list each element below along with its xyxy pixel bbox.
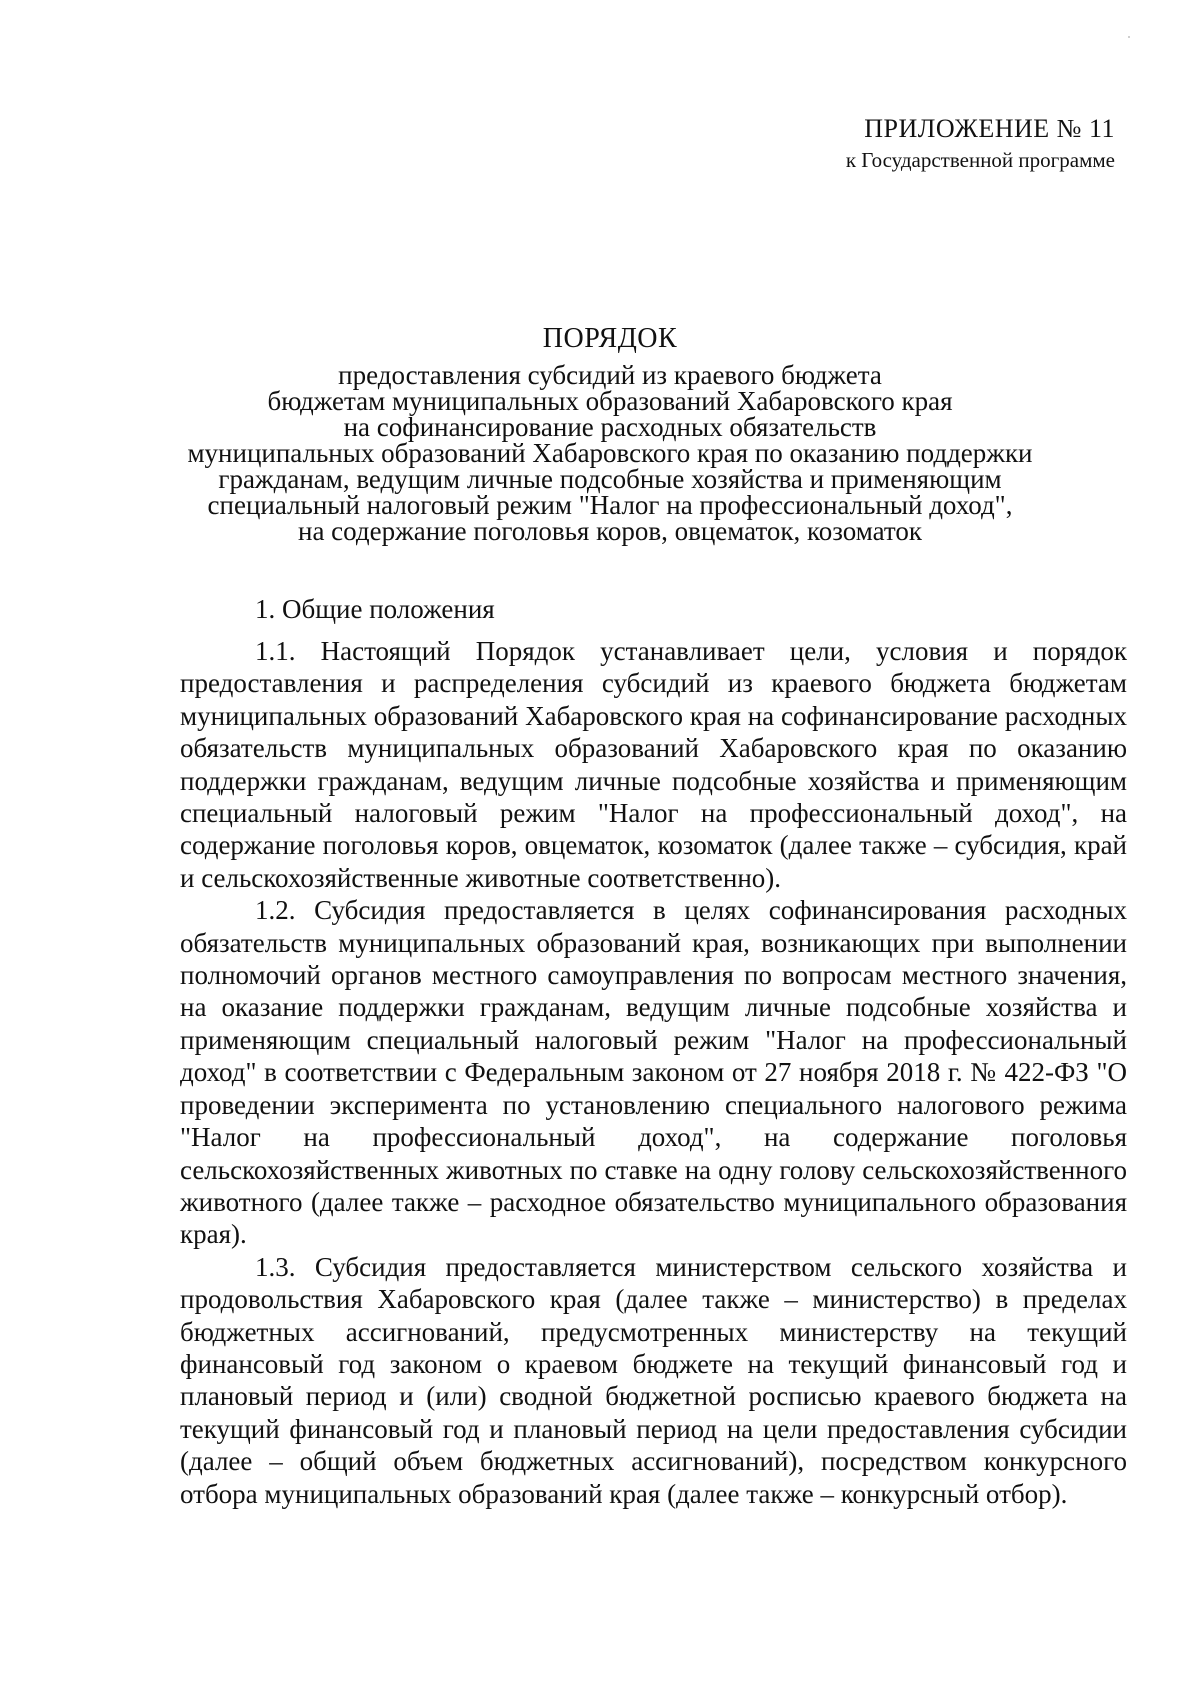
subtitle-line: муниципальных образований Хабаровского края по оказанию поддержки bbox=[187, 438, 1033, 468]
subtitle-line: на софинансирование расходных обязательств bbox=[343, 412, 877, 442]
document-subtitle bbox=[150, 362, 1070, 544]
paragraph-1-3: 1.3. Субсидия предоставляется министерством сельского хозяйства и продовольствия Хабаровского края (далее также – министерство) в пределах бюджетных ассигнований, предусмотренных министерству на текущий финансовый год законом о краевом бюджете на текущий финансовый год и плановый период и (или) сводной бюджетной росписью краевого бюджета на текущий финансовый год и плановый период на цели предоставления субсидии (далее – общий объем бюджетных ассигнований), посредством конкурсного отбора муниципальных образований края (далее также – конкурсный отбор). bbox=[180, 1251, 1127, 1509]
body-text bbox=[180, 635, 1127, 1510]
subtitle-line: гражданам, ведущим личные подсобные хозяйства и применяющим bbox=[218, 464, 1002, 494]
subtitle-line: бюджетам муниципальных образований Хабаровского края bbox=[267, 386, 953, 416]
document-title: ПОРЯДОК bbox=[542, 323, 678, 354]
subtitle-line: специальный налоговый режим "Налог на профессиональный доход", bbox=[207, 490, 1013, 520]
appendix-header bbox=[846, 112, 1115, 174]
subtitle-line: предоставления субсидий из краевого бюджета bbox=[338, 360, 882, 390]
scan-dot bbox=[1128, 36, 1130, 38]
paragraph-1-1: 1.1. Настоящий Порядок устанавливает цели, условия и порядок предоставления и распределения субсидий из краевого бюджета бюджетам муниципальных образований Хабаровского края на софинансирование расходных обязательств муниципальных образований Хабаровского края по оказанию поддержки гражданам, ведущим личные подсобные хозяйства и применяющим специальный налоговый режим "Налог на профессиональный доход", на содержание поголовья коров, овцематок, козоматок (далее также – субсидия, край и сельскохозяйственные животные соответственно). bbox=[180, 636, 1127, 893]
paragraph-1-2: 1.2. Субсидия предоставляется в целях софинансирования расходных обязательств муниципальных образований края, возникающих при выполнении полномочий органов местного самоуправления по вопросам местного значения, на оказание поддержки гражданам, ведущим личные подсобные хозяйства и применяющим специальный налоговый режим "Налог на профессиональный доход" в соответствии с Федеральным законом от 27 ноября 2018 г. № 422-ФЗ "О проведении эксперимента по установлению специального налогового режима "Налог на профессиональный доход", на содержание поголовья сельскохозяйственных животных по ставке на одну голову сельскохозяйственного животного (далее также – расходное обязательство муниципального образования края). bbox=[180, 895, 1127, 1250]
subtitle-line: на содержание поголовья коров, овцематок, козоматок bbox=[298, 516, 922, 546]
appendix-title: ПРИЛОЖЕНИЕ № 11 bbox=[864, 114, 1115, 143]
appendix-subtitle: к Государственной программе bbox=[845, 148, 1115, 172]
section-heading: 1. Общие положения bbox=[255, 594, 495, 624]
